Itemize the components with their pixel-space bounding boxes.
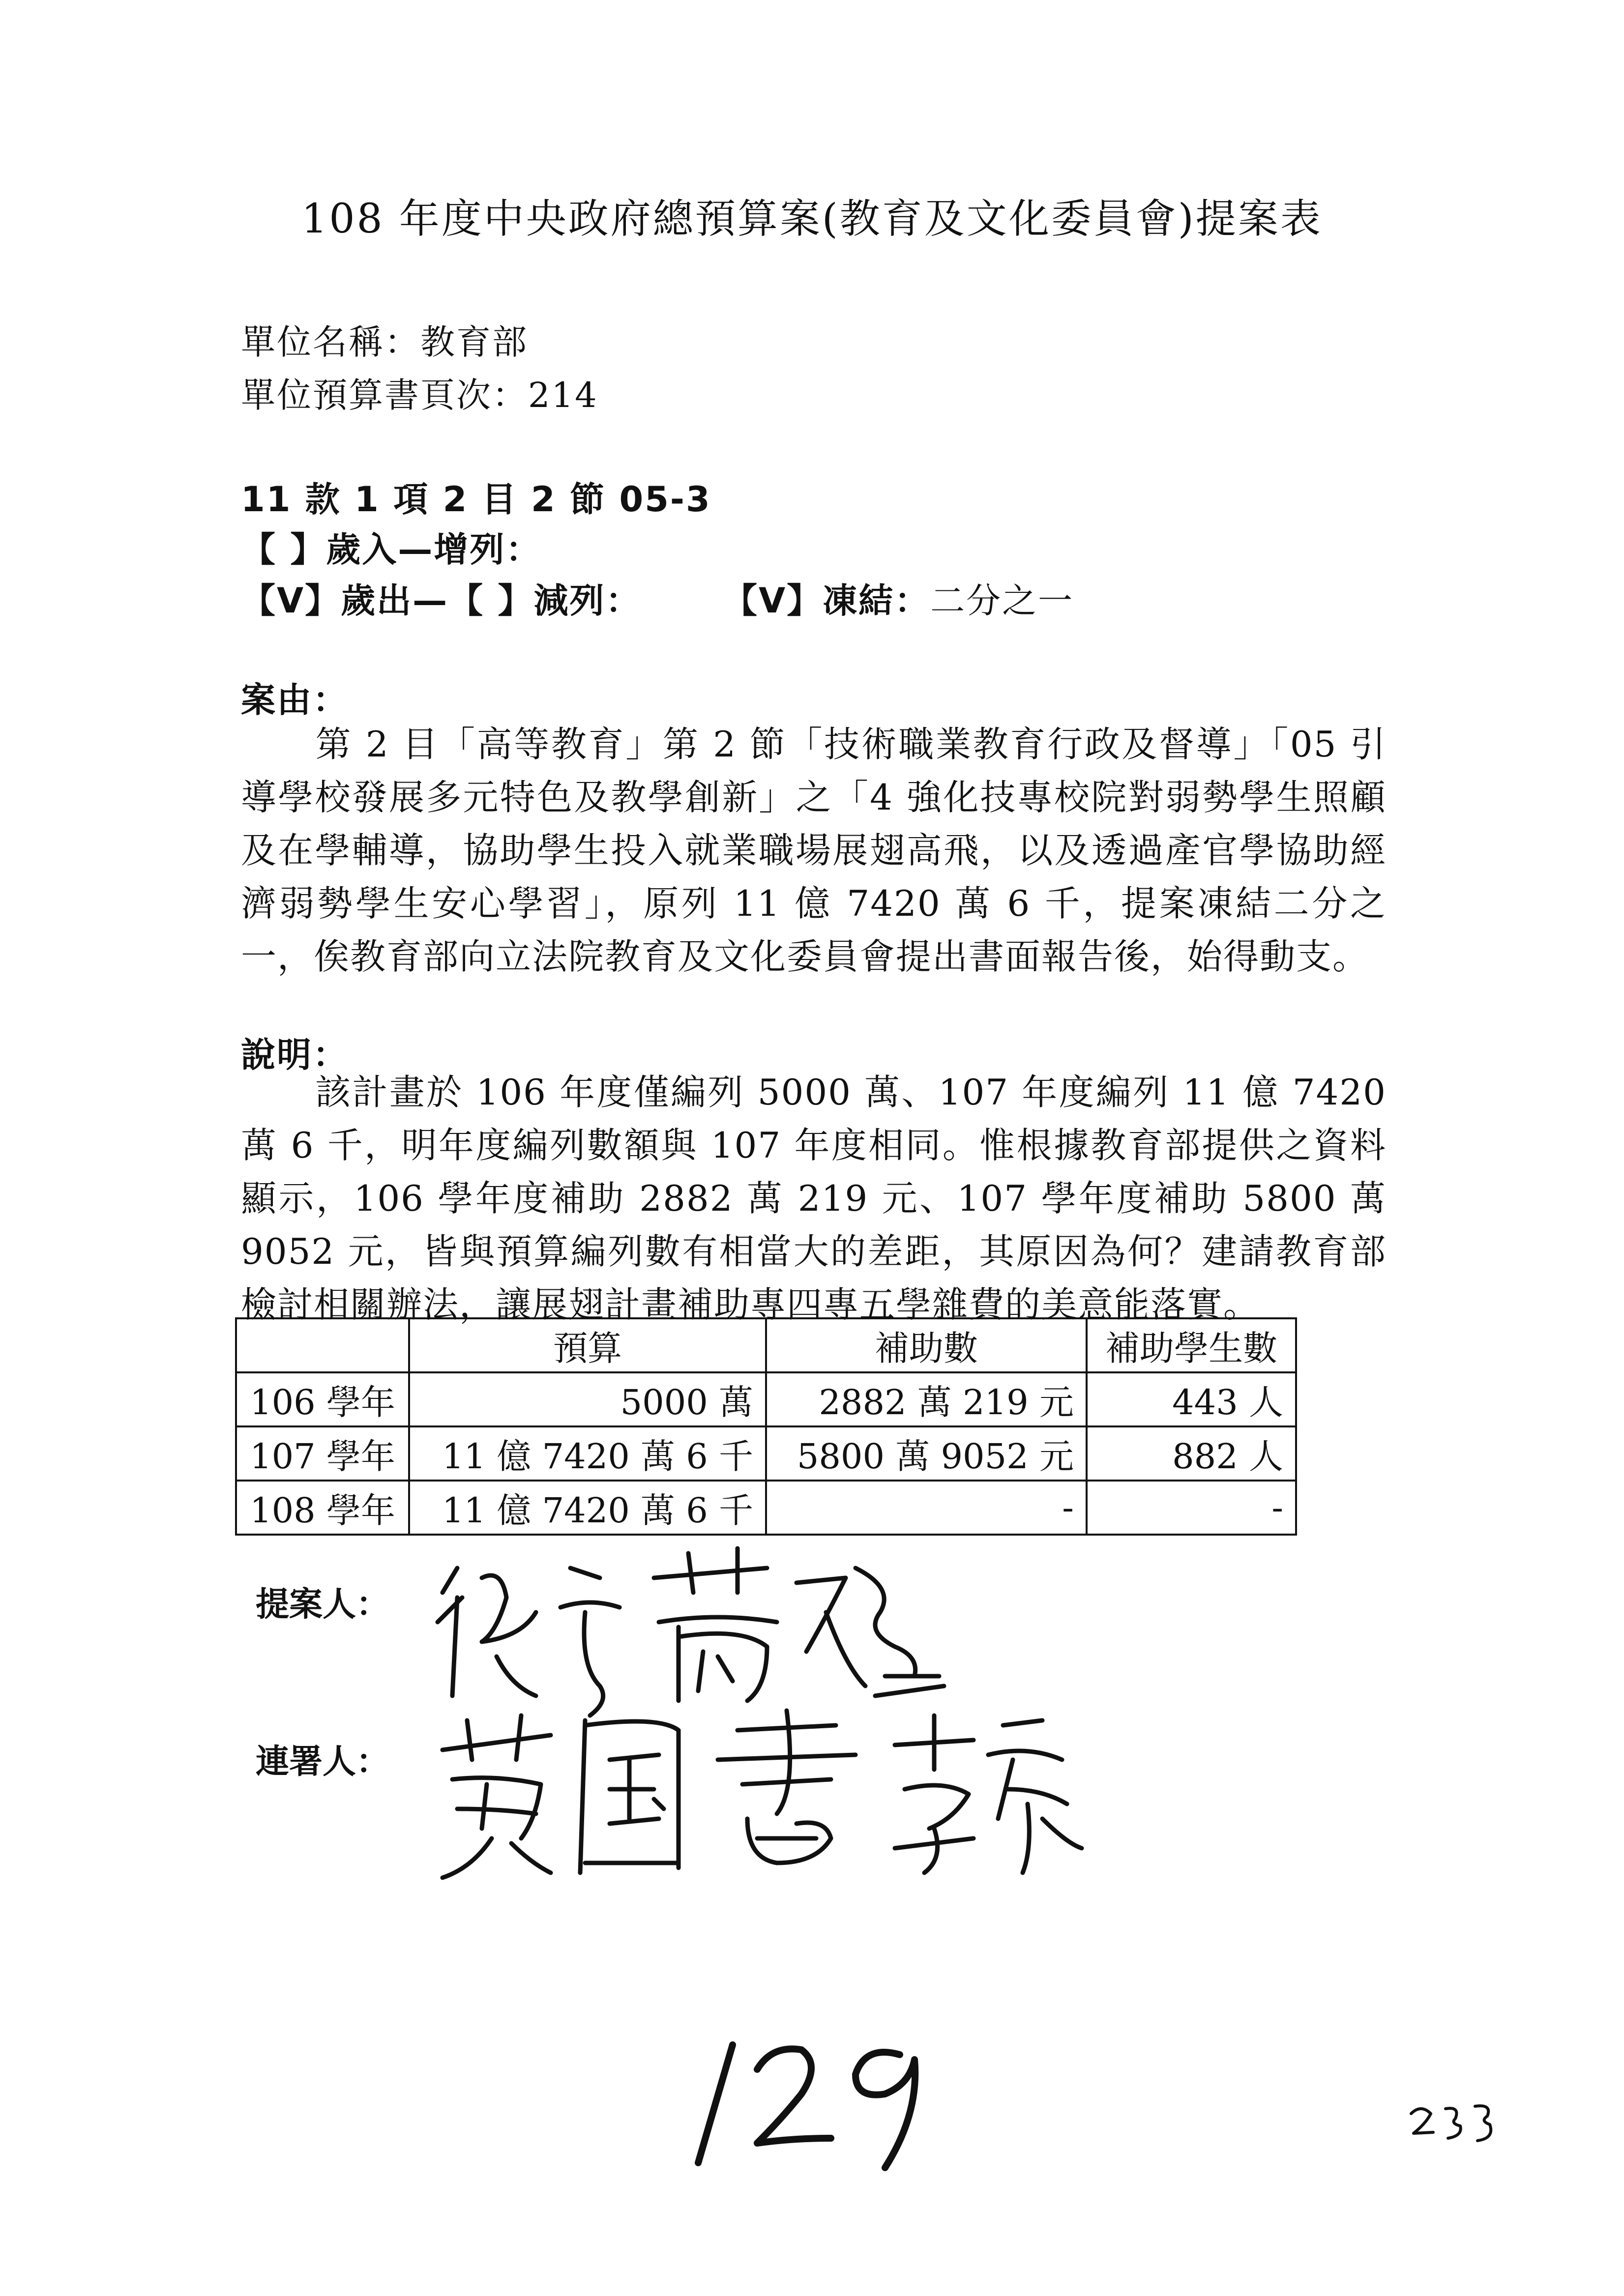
income-option: 【 】歲入—增列： <box>241 529 542 570</box>
table-header-cell <box>236 1318 409 1372</box>
freeze-option <box>723 573 1074 623</box>
unit-page: 單位預算書頁次：214 <box>241 375 598 415</box>
reason-text <box>241 718 1387 983</box>
budget-code: 11 款 1 項 2 目 2 節 05-3 <box>241 479 711 520</box>
table-row <box>236 1372 1296 1426</box>
table-row-header: 107 學年 <box>236 1426 409 1481</box>
freeze-mark: 【V】凍結： <box>723 581 931 621</box>
explanation-heading: 說明： <box>241 1035 349 1075</box>
cosigner-signature <box>423 1691 1111 1888</box>
table-cell: - <box>766 1481 1087 1535</box>
proposer-label: 提案人： <box>256 1585 390 1624</box>
explanation-text <box>241 1066 1387 1331</box>
table-cell: 11 億 7420 萬 6 千 <box>409 1426 766 1481</box>
table-cell: 443 人 <box>1087 1372 1296 1426</box>
budget-table <box>235 1317 1297 1536</box>
expense-option: 【V】歲出—【 】減列： <box>241 581 642 621</box>
table-header-row <box>236 1318 1296 1372</box>
corner-number <box>1406 2094 1514 2148</box>
table-row <box>236 1481 1296 1535</box>
table-cell: - <box>1087 1481 1296 1535</box>
table-cell: 882 人 <box>1087 1426 1296 1481</box>
cosigner-label: 連署人： <box>256 1743 390 1781</box>
table-header-cell: 補助數 <box>766 1318 1087 1372</box>
page-title: 108 年度中央政府總預算案(教育及文化委員會)提案表 <box>301 196 1323 242</box>
freeze-value: 二分之一 <box>930 581 1074 621</box>
table-cell: 5800 萬 9052 元 <box>766 1426 1087 1481</box>
unit-name: 單位名稱：教育部 <box>241 322 528 362</box>
table-cell: 11 億 7420 萬 6 千 <box>409 1481 766 1535</box>
table-header-cell: 補助學生數 <box>1087 1318 1296 1372</box>
table-row <box>236 1426 1296 1481</box>
table-cell: 2882 萬 219 元 <box>766 1372 1087 1426</box>
table-row-header: 106 學年 <box>236 1372 409 1426</box>
table-row-header: 108 學年 <box>236 1481 409 1535</box>
table-header-cell: 預算 <box>409 1318 766 1372</box>
handwritten-number <box>688 2015 944 2173</box>
reason-heading: 案由： <box>241 680 349 720</box>
table-cell: 5000 萬 <box>409 1372 766 1426</box>
explanation-body: 該計畫於 106 年度僅編列 5000 萬、107 年度編列 11 億 7420 萬 6 千，明年度編列數額與 107 年度相同。惟根據教育部提供之資料顯示，106 學年度補助 2882 萬 219 元、107 學年度補助 5800 萬 9052 元，皆與預算編列數有相當大的差距，其原因為何？建請教育部檢討相關辦法，讓展翅計畫補助專四專五學雜費的美意能落實。 <box>241 1072 1387 1325</box>
reason-body: 第 2 目「高等教育」第 2 節「技術職業教育行政及督導」「05 引導學校發展多元特色及教學創新」之「4 強化技專校院對弱勢學生照顧及在學輔導，協助學生投入就業職場展翅高飛，以及透過產官學協助經濟弱勢學生安心學習」，原列 11 億 7420 萬 6 千，提案凍結二分之一，俟教育部向立法院教育及文化委員會提出書面報告後，始得動支。 <box>241 724 1387 977</box>
